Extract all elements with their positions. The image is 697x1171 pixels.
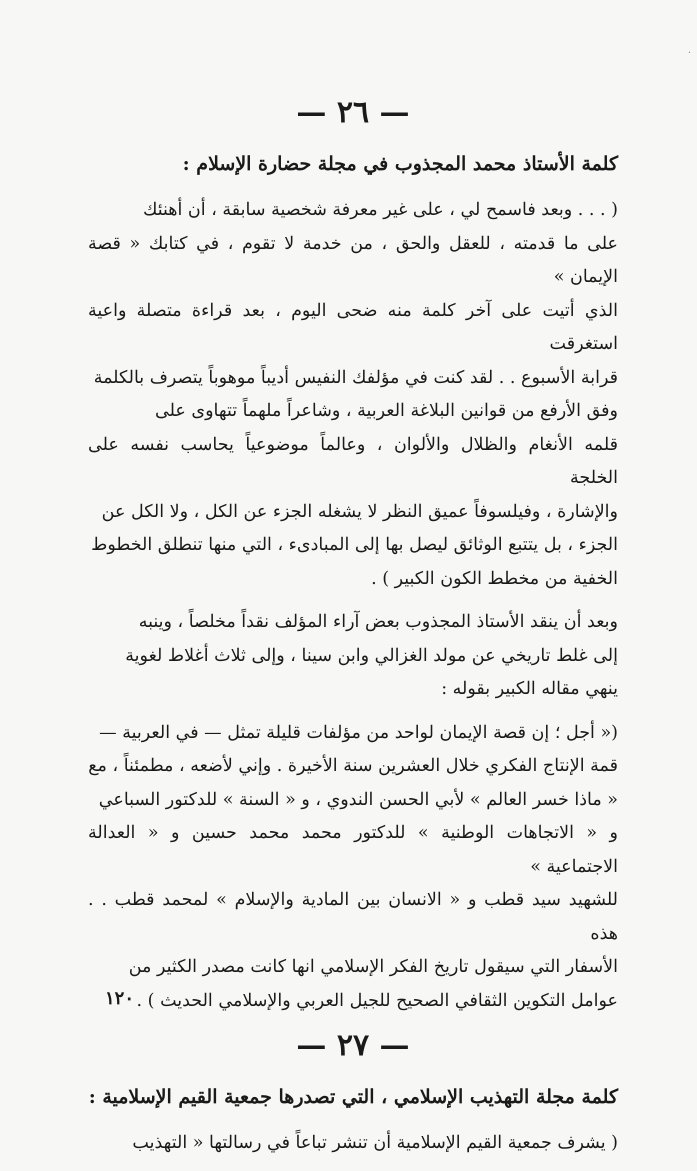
quote-paragraph	[88, 194, 618, 596]
text-line: والإشارة ، وفيلسوفاً عميق النظر لا يشغله الجزء عن الكل ، ولا الكل عن	[101, 501, 618, 522]
quote-paragraph	[88, 1127, 618, 1161]
text-line: « ماذا خسر العالم » لأبي الحسن الندوي ، و « السنة » للدكتور السباعي	[98, 789, 618, 810]
margin-mark: ·	[687, 48, 691, 59]
text-line: (« أجل ؛ إن قصة الإيمان لواحد من مؤلفات قليلة تمثل — في العربية —	[99, 722, 618, 743]
text-line: وفق الأرفع من قوانين البلاغة العربية ، وشاعراً ملهماً تتهاوى على	[155, 401, 618, 421]
section-number-marker: — ٢٧ —	[296, 1028, 410, 1063]
text-line: عوامل التكوين الثقافي الصحيح للجيل العربي والإسلامي الحديث ) .	[136, 990, 618, 1011]
page-body	[88, 95, 618, 1171]
text-line: قمة الإنتاج الفكري خلال العشرين سنة الأخيرة . وإني لأضعه ، مطمئناً ، مع	[88, 756, 618, 776]
text-line: إلى غلط تاريخي عن مولد الغزالي وابن سينا ، وإلى ثلاث أغلاط لغوية	[125, 645, 618, 666]
text-line: على ما قدمته ، للعقل والحق ، من خدمة لا تقوم ، في كتابك « قصة الإيمان »	[88, 233, 618, 287]
section-number-marker: — ٢٦ —	[296, 95, 410, 130]
text-line: الذي أتيت على آخر كلمة منه ضحى اليوم ، بعد قراءة متصلة واعية استغرقت	[88, 300, 618, 354]
text-line: ( يشرف جمعية القيم الإسلامية أن تنشر تباعاً في رسالتها « التهذيب	[132, 1133, 618, 1153]
section-heading: كلمة مجلة التهذيب الإسلامي ، التي تصدرها جمعية القيم الإسلامية :	[88, 1086, 618, 1108]
text-line: ( . . . وبعد فاسمح لي ، على غير معرفة شخصية سابقة ، أن أهنئك	[142, 200, 618, 220]
text-line: و « الاتجاهات الوطنية » للدكتور محمد محمد حسين و « العدالة الاجتماعية »	[88, 823, 618, 877]
text-line: وبعد أن ينقد الأستاذ المجذوب بعض آراء المؤلف نقداً مخلصاً ، وينبه	[138, 612, 618, 632]
text-line: الخفية من مخطط الكون الكبير ) .	[371, 568, 618, 589]
quote-paragraph	[88, 717, 618, 1019]
text-line: قرابة الأسبوع . . لقد كنت في مؤلفك النفيس أديباً موهوباً يتصرف بالكلمة	[93, 367, 618, 388]
text-line: قلمه الأنغام والظلال والألوان ، وعالماً موضوعياً يحاسب نفسه على الخلجة	[88, 434, 618, 488]
text-line: ينهي مقاله الكبير بقوله :	[441, 679, 618, 699]
text-line: للشهيد سيد قطب و « الانسان بين المادية والإسلام » لمحمد قطب . . هذه	[88, 890, 618, 944]
text-line: الأسفار التي سيقول تاريخ الفكر الإسلامي انها كانت مصدر الكثير من	[128, 957, 618, 977]
body-paragraph	[88, 606, 618, 707]
page-number: ١٢٠	[105, 988, 135, 1009]
section-heading: كلمة الأستاذ محمد المجذوب في مجلة حضارة الإسلام :	[182, 153, 618, 175]
text-line: الجزء ، بل يتتبع الوثائق ليصل بها إلى المبادىء ، التي منها تنطلق الخطوط	[91, 535, 618, 555]
